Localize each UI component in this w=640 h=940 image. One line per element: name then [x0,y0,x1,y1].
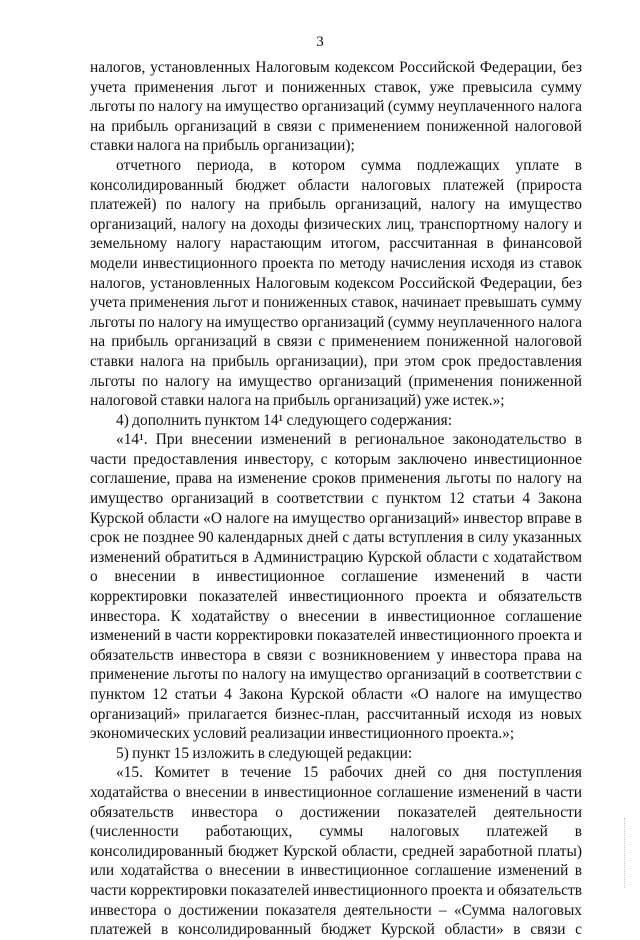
text-line: налоговой ставки налога на прибыль организаций) уже истек.»; [90,392,505,410]
text-line: имущество организаций в соответствии с пунктом 12 статьи 4 Закона [90,490,582,508]
text-line: учета применения льгот и пониженных ставок, начинает превышать сумму [90,294,582,312]
text-line: 5) пункт 15 изложить в следующей редакции: [116,744,413,762]
text-line: ставки налога на прибыль организации); [90,137,355,155]
text-line: ходатайства о внесении в инвестиционное соглашение изменений в части [90,783,582,801]
text-line: платежей в консолидированный бюджет Курской области» в связи с [90,921,582,939]
text-line: отчетного периода, в котором сумма подлежащих уплате в [116,156,582,174]
text-line: на прибыль организаций в связи с применением пониженной налоговой [90,333,582,351]
text-line: части корректировки показателей инвестиционного проекта и обязательств [90,881,582,899]
text-line: льготы по налогу на имущество организаций (сумму неуплаченного налога [90,313,582,331]
text-line: Курской области «О налоге на имущество организаций» инвестор вправе в [90,509,582,527]
text-line: на прибыль организаций в связи с применением пониженной налоговой [90,117,582,135]
text-line: корректировки показателей инвестиционного проекта и обязательств [90,588,582,606]
text-line: консолидированный бюджет Курской области, средней заработной платы) [90,842,582,860]
text-line: обязательств инвестора о достижении показателей деятельности [90,803,582,821]
text-line: «15. Комитет в течение 15 рабочих дней со дня поступления [116,764,582,782]
text-line: обязательств инвестора в связи с возникновением у инвестора права на [90,646,582,664]
document-body [90,58,582,940]
text-line: организаций» прилагается бизнес-план, рассчитанный исходя из новых [90,705,582,723]
text-line: (численности работающих, суммы налоговых платежей в [90,823,582,841]
text-line: части предоставления инвестору, с которым заключено инвестиционное [90,450,582,468]
text-line: платежей) по налогу на прибыль организаций, налогу на имущество [90,196,582,214]
text-line: льготы по налогу на имущество организаций (применения пониженной [90,372,582,390]
text-line: льготы по налогу на имущество организаций (сумму неуплаченного налога [90,98,582,116]
text-line: инвестора о достижении показателя деятельности – «Сумма налоговых [90,901,582,919]
text-line: изменений в части корректировки показателей инвестиционного проекта и [90,627,582,645]
text-line: срок не позднее 90 календарных дней с даты вступления в силу указанных [90,529,582,547]
text-line: соглашение, права на изменение сроков применения льготы по налогу на [90,470,582,488]
text-line: о внесении в инвестиционное соглашение изменений в части [90,568,582,586]
text-line: модели инвестиционного проекта по методу начисления исходя из ставок [90,254,582,272]
text-line: или ходатайства о внесении в инвестиционное соглашение изменений в [90,862,582,880]
text-line: налогов, установленных Налоговым кодексом Российской Федерации, без [90,274,582,292]
page-number: 3 [316,34,324,50]
text-line: учета применения льгот и пониженных ставок, уже превысила сумму [90,78,582,96]
text-line: применение льготы по налогу на имущество организаций в соответствии с [90,666,582,684]
margin-scan-mark [624,818,627,888]
text-line: «14¹. При внесении изменений в региональное законодательство в [116,431,582,449]
text-line: пунктом 12 статьи 4 Закона Курской области «О налоге на имущество [90,686,582,703]
text-line: изменений обратиться в Администрацию Курской области с ходатайством [90,548,582,566]
text-line: инвестора. К ходатайству о внесении в инвестиционное соглашение [90,607,582,625]
text-line: 4) дополнить пунктом 14¹ следующего содержания: [116,411,453,429]
text-line: организаций, налогу на доходы физических лиц, транспортному налогу и [90,215,582,233]
text-line: налогов, установленных Налоговым кодексом Российской Федерации, без [90,59,582,76]
text-line: экономических условий реализации инвестиционного проекта.»; [90,725,515,743]
text-line: ставки налога на прибыль организации), при этом срок предоставления [90,352,582,370]
text-line: земельному налогу нарастающим итогом, рассчитанная в финансовой [90,235,582,253]
text-line: консолидированный бюджет области налоговых платежей (прироста [90,176,582,194]
